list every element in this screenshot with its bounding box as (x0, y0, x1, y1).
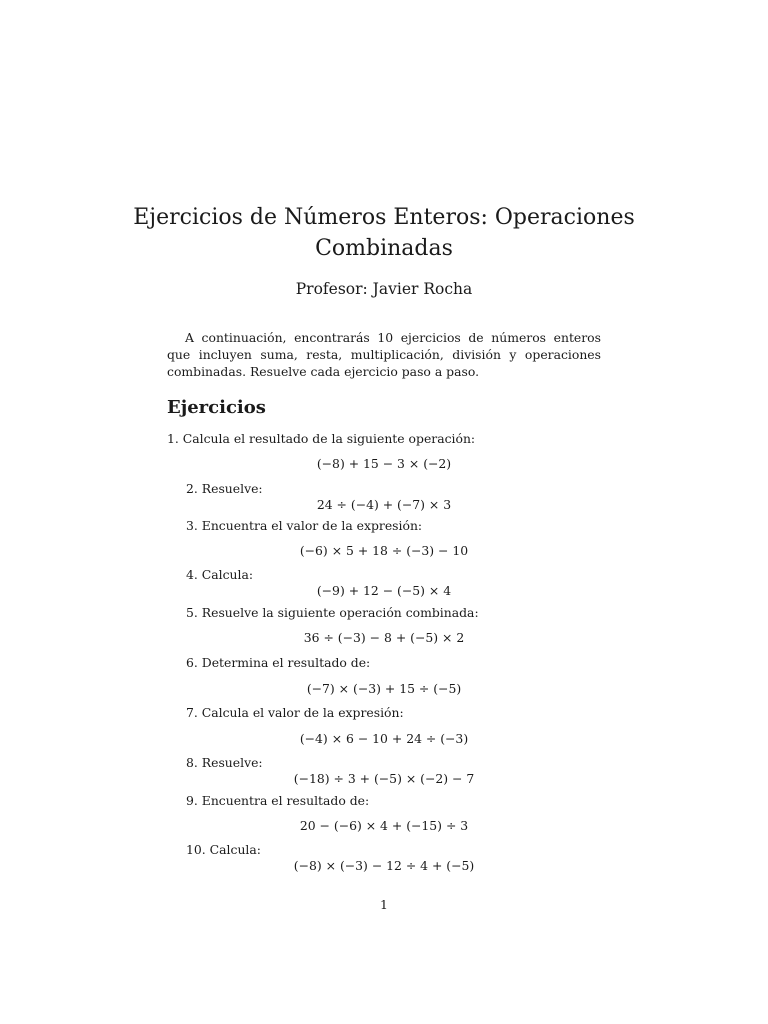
exercise-7-number: 7. (186, 705, 198, 720)
title-line-2: Combinadas (315, 236, 453, 261)
exercise-10-text: Calcula: (209, 842, 261, 857)
exercise-8-prompt (186, 755, 263, 771)
exercise-8-text: Resuelve: (201, 755, 263, 770)
exercise-6-formula: (−7) × (−3) + 15 ÷ (−5) (306, 681, 462, 696)
exercise-2-number: 2. (186, 481, 198, 496)
exercise-10-formula: (−8) × (−3) − 12 ÷ 4 + (−5) (293, 858, 475, 873)
exercise-5-number: 5. (186, 605, 198, 620)
exercise-4-number: 4. (186, 567, 198, 582)
exercise-2-text: Resuelve: (201, 481, 263, 496)
exercise-7-text: Calcula el valor de la expresión: (201, 705, 404, 720)
exercise-9-prompt (186, 793, 369, 809)
exercise-2-prompt (186, 481, 263, 497)
section-heading-ejercicios: Ejercicios (167, 397, 266, 418)
exercise-8-formula: (−18) ÷ 3 + (−5) × (−2) − 7 (293, 771, 475, 786)
exercise-2-formula: 24 ÷ (−4) + (−7) × 3 (316, 497, 452, 512)
page-number: 1 (380, 897, 388, 912)
exercise-3-prompt (186, 518, 422, 534)
exercise-5-formula: 36 ÷ (−3) − 8 + (−5) × 2 (303, 630, 465, 645)
exercise-4-prompt (186, 567, 253, 583)
exercise-6-text: Determina el resultado de: (201, 655, 371, 670)
exercise-1-prompt (167, 431, 475, 447)
exercise-1-number: 1. (167, 431, 179, 446)
document-title (0, 202, 768, 264)
exercise-3-formula: (−6) × 5 + 18 ÷ (−3) − 10 (299, 543, 469, 558)
exercise-5-prompt (186, 605, 479, 621)
exercise-10-number: 10. (186, 842, 206, 857)
exercise-10-prompt (186, 842, 261, 858)
title-line-1: Ejercicios de Números Enteros: Operaciones (133, 205, 635, 230)
exercise-4-text: Calcula: (201, 567, 254, 582)
exercise-9-number: 9. (186, 793, 198, 808)
exercise-9-formula: 20 − (−6) × 4 + (−15) ÷ 3 (299, 818, 469, 833)
exercise-4-formula: (−9) + 12 − (−5) × 4 (316, 583, 452, 598)
exercise-6-prompt (186, 655, 370, 671)
exercise-3-text: Encuentra el valor de la expresión: (201, 518, 423, 533)
exercise-8-number: 8. (186, 755, 198, 770)
exercise-6-number: 6. (186, 655, 198, 670)
author-line: Profesor: Javier Rocha (295, 280, 473, 298)
exercise-7-formula: (−4) × 6 − 10 + 24 ÷ (−3) (299, 731, 469, 746)
exercise-1-text: Calcula el resultado de la siguiente operación: (182, 431, 476, 446)
abstract-paragraph: A continuación, encontrarás 10 ejercicios de números enteros que incluyen suma, resta, multiplicación, división y operaciones combinadas. Resuelve cada ejercicio paso a paso. (167, 330, 601, 379)
exercise-7-prompt (186, 705, 404, 721)
exercise-3-number: 3. (186, 518, 198, 533)
exercise-9-text: Encuentra el resultado de: (201, 793, 370, 808)
exercise-1-formula: (−8) + 15 − 3 × (−2) (316, 456, 452, 471)
exercise-5-text: Resuelve la siguiente operación combinada: (201, 605, 479, 620)
